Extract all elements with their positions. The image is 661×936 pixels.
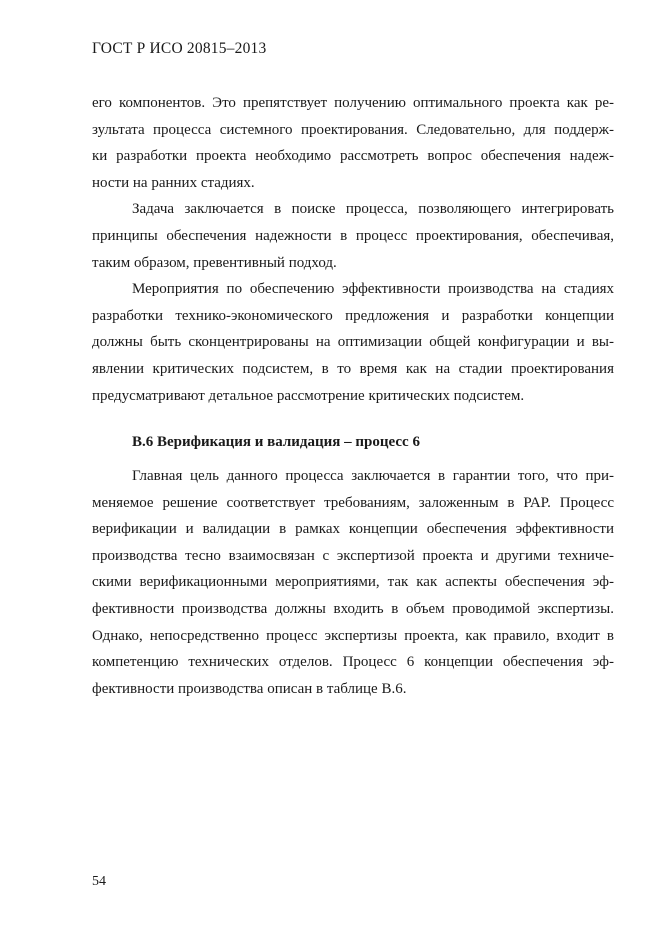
paragraph-line: должны быть сконцентрированы на оптимизации общей конфигурации и вы- <box>92 334 614 351</box>
body-text-section <box>92 90 614 409</box>
section-heading: В.6 Верификация и валидация – процесс 6 <box>132 434 420 450</box>
paragraph-line: меняемое решение соответствует требованиям, заложенным в РАР. Процесс <box>92 494 614 511</box>
paragraph-line: Однако, непосредственно процесс экспертизы проекта, как правило, входит в <box>92 627 614 644</box>
page-number: 54 <box>92 874 106 889</box>
paragraph-line: верификации и валидации в рамках концепции обеспечения эффективности <box>92 521 614 538</box>
paragraph-1 <box>92 90 614 196</box>
paragraph-2 <box>92 196 614 276</box>
section-paragraph <box>92 463 614 702</box>
paragraph-line: ки разработки проекта необходимо рассмотреть вопрос обеспечения надеж- <box>92 148 614 165</box>
paragraph-line: фективности производства описан в таблице В.6. <box>92 680 407 697</box>
paragraph-line: предусматривают детальное рассмотрение критических подсистем. <box>92 387 525 404</box>
paragraph-line: ности на ранних стадиях. <box>92 174 255 191</box>
paragraph-line: скими верификационными мероприятиями, так как аспекты обеспечения эф- <box>92 574 614 591</box>
paragraph-line: таким образом, превентивный подход. <box>92 254 337 271</box>
paragraph-line: разработки технико-экономического предложения и разработки концепции <box>92 307 614 324</box>
paragraph-line: Задача заключается в поиске процесса, позволяющего интегрировать <box>132 201 614 218</box>
paragraph-3 <box>92 276 614 409</box>
paragraph-line: Главная цель данного процесса заключается в гарантии того, что при- <box>132 468 614 484</box>
paragraph-line: компетенцию технических отделов. Процесс 6 концепции обеспечения эф- <box>92 654 614 671</box>
paragraph-line: производства тесно взаимосвязан с экспертизой проекта и другими техниче- <box>92 547 614 564</box>
document-header: ГОСТ Р ИСО 20815–2013 <box>92 40 267 57</box>
paragraph-line: Мероприятия по обеспечению эффективности производства на стадиях <box>132 281 614 298</box>
paragraph-line: его компонентов. Это препятствует получению оптимального проекта как ре- <box>92 95 614 111</box>
paragraph-line: зультата процесса системного проектирования. Следовательно, для поддерж- <box>92 121 614 138</box>
paragraph-line: принципы обеспечения надежности в процесс проектирования, обеспечивая, <box>92 227 614 244</box>
paragraph-line: явлении критических подсистем, в то время как на стадии проектирования <box>92 360 614 377</box>
paragraph-line: фективности производства должны входить в объем проводимой экспертизы. <box>92 600 614 617</box>
